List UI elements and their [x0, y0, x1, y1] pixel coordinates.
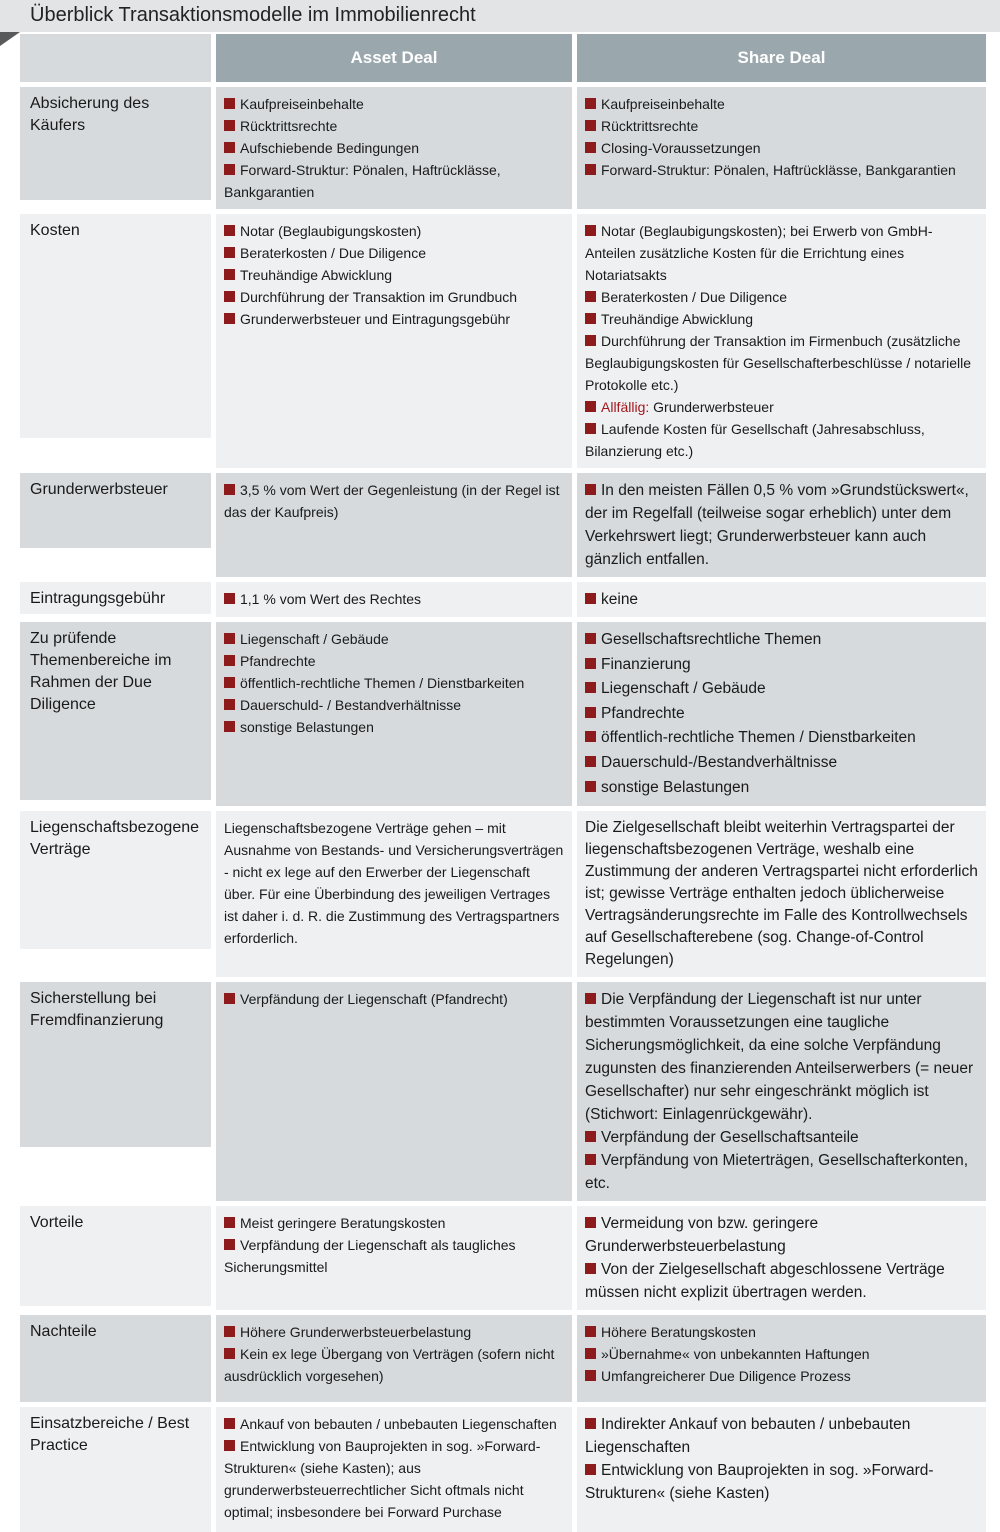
square-bullet-icon: [585, 1263, 596, 1274]
list-item: Meist geringere Beratungskosten: [224, 1212, 564, 1234]
square-bullet-icon: [585, 993, 596, 1004]
cell-asset-nachteile: [216, 1315, 572, 1402]
cell-share-sicherstellung: [577, 982, 986, 1201]
square-bullet-icon: [224, 1217, 235, 1228]
square-bullet-icon: [224, 699, 235, 710]
list-item: Notar (Beglaubigungskosten): [224, 220, 564, 242]
square-bullet-icon: [585, 142, 596, 153]
row-label-sicherstellung: Sicherstellung bei Fremdfinanzierung: [20, 982, 211, 1147]
square-bullet-icon: [585, 1348, 596, 1359]
cell-asset-sicherstellung: [216, 982, 572, 1201]
row-label-vorteile: Vorteile: [20, 1206, 211, 1306]
list-item: Liegenschaft / Gebäude: [224, 628, 564, 650]
list-item: Kaufpreiseinbehalte: [585, 93, 978, 115]
square-bullet-icon: [224, 1326, 235, 1337]
cell-asset-vorteile: [216, 1206, 572, 1310]
square-bullet-icon: [585, 484, 596, 495]
list-item: Verpfändung der Gesellschaftsanteile: [585, 1126, 978, 1149]
cell-share-eintragungsgebuehr: [577, 582, 986, 617]
list-item: Von der Zielgesellschaft abgeschlossene Verträge müssen nicht explizit übertragen werden.: [585, 1261, 945, 1302]
square-bullet-icon: [224, 993, 235, 1004]
square-bullet-icon: [585, 335, 596, 346]
cell-share-grunderwerbsteuer: [577, 473, 986, 577]
list-item: Höhere Beratungskosten: [585, 1321, 978, 1343]
square-bullet-icon: [585, 593, 596, 604]
square-bullet-icon: [224, 721, 235, 732]
square-bullet-icon: [585, 756, 596, 767]
list-item: Dauerschuld- / Bestandverhältnisse: [224, 694, 564, 716]
list-item: Dauerschuld-/Bestandverhältnisse: [585, 751, 978, 776]
list-item: Indirekter Ankauf von bebauten / unbebauten Liegenschaften: [585, 1416, 911, 1457]
cell-share-vertraege: [577, 811, 986, 977]
row-label-kosten: Kosten: [20, 214, 211, 438]
list-item: öffentlich-rechtliche Themen / Dienstbarkeiten: [585, 726, 978, 751]
row-label-vertraege: Liegenschaftsbezogene Verträge: [20, 811, 211, 949]
square-bullet-icon: [585, 682, 596, 693]
cell-share-due-diligence: [577, 622, 986, 806]
list-item: Allfällig: Grunderwerbsteuer: [585, 396, 978, 418]
square-bullet-icon: [585, 313, 596, 324]
list-item: Ankauf von bebauten / unbebauten Liegenschaften: [224, 1413, 564, 1435]
square-bullet-icon: [224, 677, 235, 688]
list-item: Liegenschaft / Gebäude: [585, 677, 978, 702]
list-item: Verpfändung der Liegenschaft (Pfandrecht): [224, 988, 564, 1010]
list-item: Laufende Kosten für Gesellschaft (Jahresabschluss, Bilanzierung etc.): [585, 421, 925, 459]
list-item: öffentlich-rechtliche Themen / Dienstbarkeiten: [224, 672, 564, 694]
square-bullet-icon: [224, 1440, 235, 1451]
square-bullet-icon: [224, 633, 235, 644]
list-item: keine: [585, 588, 978, 611]
square-bullet-icon: [224, 142, 235, 153]
list-item: Treuhändige Abwicklung: [585, 308, 978, 330]
list-item: Closing-Voraussetzungen: [585, 137, 978, 159]
square-bullet-icon: [585, 423, 596, 434]
list-item: Kein ex lege Übergang von Verträgen (sofern nicht ausdrücklich vorgesehen): [224, 1346, 555, 1385]
square-bullet-icon: [585, 658, 596, 669]
list-item: Durchführung der Transaktion im Firmenbuch (zusätzliche Beglaubigungskosten für Gesellschafterbeschlüsse / notarielle Protokolle etc.): [585, 333, 972, 393]
cell-share-absicherung: [577, 87, 986, 209]
list-item: sonstige Belastungen: [224, 716, 564, 738]
square-bullet-icon: [585, 401, 596, 412]
list-item: 3,5 % vom Wert der Gegenleistung (in der Regel ist das der Kaufpreis): [224, 482, 560, 520]
square-bullet-icon: [585, 1154, 596, 1165]
square-bullet-icon: [224, 313, 235, 324]
cell-share-nachteile: [577, 1315, 986, 1402]
square-bullet-icon: [585, 633, 596, 644]
square-bullet-icon: [585, 1418, 596, 1429]
list-item: Grunderwerbsteuer und Eintragungsgebühr: [224, 308, 564, 330]
square-bullet-icon: [585, 781, 596, 792]
square-bullet-icon: [224, 225, 235, 236]
square-bullet-icon: [585, 164, 596, 175]
cell-asset-einsatzbereiche: [216, 1407, 572, 1532]
row-label-grunderwerbsteuer: Grunderwerbsteuer: [20, 473, 211, 548]
paragraph: Die Zielgesellschaft bleibt weiterhin Vertragspartei der liegenschaftsbezogenen Verträge, weshalb eine Zustimmung der anderen Vertragspartei nicht erforderlich ist; gewisse Verträge enthalten jedoch üblicherweise Vertragsänderungsrechte im Falle des Kontrollwechsels auf Gesellschafterebene (sog. Change-of-Control Regelungen): [585, 819, 978, 969]
list-item: Entwicklung von Bauprojekten in sog. »Forward-Strukturen« (siehe Kasten): [585, 1462, 934, 1503]
square-bullet-icon: [585, 225, 596, 236]
list-item: Umfangreicherer Due Diligence Prozess: [585, 1365, 978, 1387]
list-item: Rücktrittsrechte: [585, 115, 978, 137]
square-bullet-icon: [585, 1464, 596, 1475]
list-item: Beraterkosten / Due Diligence: [224, 242, 564, 264]
square-bullet-icon: [224, 120, 235, 131]
square-bullet-icon: [224, 593, 235, 604]
list-item: Pfandrechte: [224, 650, 564, 672]
square-bullet-icon: [585, 1326, 596, 1337]
square-bullet-icon: [224, 269, 235, 280]
cell-asset-absicherung: [216, 87, 572, 209]
row-label-absicherung: Absicherung des Käufers: [20, 87, 211, 200]
list-item: Vermeidung von bzw. geringere Grunderwerbsteuerbelastung: [585, 1215, 819, 1256]
list-item: Gesellschaftsrechtliche Themen: [585, 628, 978, 653]
square-bullet-icon: [585, 1217, 596, 1228]
square-bullet-icon: [224, 247, 235, 258]
square-bullet-icon: [224, 655, 235, 666]
square-bullet-icon: [585, 731, 596, 742]
square-bullet-icon: [224, 1239, 235, 1250]
corner-marker: [0, 32, 20, 46]
square-bullet-icon: [585, 120, 596, 131]
cell-asset-due-diligence: [216, 622, 572, 806]
list-item: Rücktrittsrechte: [224, 115, 564, 137]
list-item: Aufschiebende Bedingungen: [224, 137, 564, 159]
square-bullet-icon: [224, 1348, 235, 1359]
cell-asset-vertraege: [216, 811, 572, 977]
header-empty-cell: [20, 34, 211, 82]
list-item: Pfandrechte: [585, 702, 978, 727]
square-bullet-icon: [224, 98, 235, 109]
header-share-deal: Share Deal: [577, 34, 986, 82]
row-label-due-diligence: Zu prüfende Themenbereiche im Rahmen der Due Diligence: [20, 622, 211, 800]
cell-asset-grunderwerbsteuer: [216, 473, 572, 577]
list-item: Finanzierung: [585, 653, 978, 678]
square-bullet-icon: [585, 707, 596, 718]
list-item: Verpfändung von Mieterträgen, Gesellschafterkonten, etc.: [585, 1152, 969, 1193]
list-item: Durchführung der Transaktion im Grundbuch: [224, 286, 564, 308]
list-item: Beraterkosten / Due Diligence: [585, 286, 978, 308]
title-bar: [0, 0, 1000, 32]
square-bullet-icon: [585, 1370, 596, 1381]
paragraph: Liegenschaftsbezogene Verträge gehen – mit Ausnahme von Bestands- und Versicherungsverträgen - nicht ex lege auf den Erwerber der Liegenschaft über. Für eine Überbindung des jeweiligen Vertrages ist daher i. d. R. die Zustimmung des Vertragspartners erforderlich.: [224, 820, 564, 947]
square-bullet-icon: [224, 1418, 235, 1429]
list-item: Entwicklung von Bauprojekten in sog. »Forward-Strukturen« (siehe Kasten); aus grunderwerbsteuerrechtlicher Sicht oftmals nicht optimal; insbesondere bei Forward Purchase: [224, 1438, 541, 1521]
square-bullet-icon: [585, 98, 596, 109]
header-asset-deal: Asset Deal: [216, 34, 572, 82]
list-item: In den meisten Fällen 0,5 % vom »Grundstückswert«, der im Regelfall (teilweise sogar erheblich) unter dem Verkehrswert liegt; Grunderwerbsteuer kann auch gänzlich entfallen.: [585, 482, 969, 568]
list-item: Verpfändung der Liegenschaft als taugliches Sicherungsmittel: [224, 1237, 516, 1276]
list-item: sonstige Belastungen: [585, 776, 978, 801]
list-item: Höhere Grunderwerbsteuerbelastung: [224, 1321, 564, 1343]
list-item: »Übernahme« von unbekannten Haftungen: [585, 1343, 978, 1365]
square-bullet-icon: [224, 484, 235, 495]
list-item: Forward-Struktur: Pönalen, Haftrücklässe, Bankgarantien: [585, 159, 978, 181]
square-bullet-icon: [585, 1131, 596, 1142]
list-item: Forward-Struktur: Pönalen, Haftrücklässe, Bankgarantien: [224, 162, 501, 200]
document-title: Überblick Transaktionsmodelle im Immobilienrecht: [30, 4, 476, 26]
row-label-einsatzbereiche: Einsatzbereiche / Best Practice: [20, 1407, 211, 1532]
cell-share-einsatzbereiche: [577, 1407, 986, 1532]
square-bullet-icon: [224, 291, 235, 302]
list-item: 1,1 % vom Wert des Rechtes: [224, 588, 564, 610]
list-item: Kaufpreiseinbehalte: [224, 93, 564, 115]
row-label-nachteile: Nachteile: [20, 1315, 211, 1402]
cell-share-kosten: [577, 214, 986, 468]
row-label-eintragungsgebuehr: Eintragungsgebühr: [20, 582, 211, 614]
cell-asset-eintragungsgebuehr: [216, 582, 572, 617]
list-item: Die Verpfändung der Liegenschaft ist nur unter bestimmten Voraussetzungen eine taugliche Sicherungsmöglichkeit, da eine solche Verpfändung zugunsten des finanzierenden Anteilserwerbers (= neuer Gesellschafter) nur sehr eingeschränkt möglich ist (Stichwort: Einlagenrückgewähr).: [585, 991, 974, 1124]
cell-share-vorteile: [577, 1206, 986, 1310]
square-bullet-icon: [224, 164, 235, 175]
list-item: Notar (Beglaubigungskosten); bei Erwerb von GmbH-Anteilen zusätzliche Kosten für die Errichtung eines Notariatsakts: [585, 223, 933, 283]
cell-asset-kosten: [216, 214, 572, 468]
highlight-prefix: Allfällig:: [601, 399, 650, 415]
comparison-table: [20, 34, 986, 1532]
list-item: Treuhändige Abwicklung: [224, 264, 564, 286]
square-bullet-icon: [585, 291, 596, 302]
